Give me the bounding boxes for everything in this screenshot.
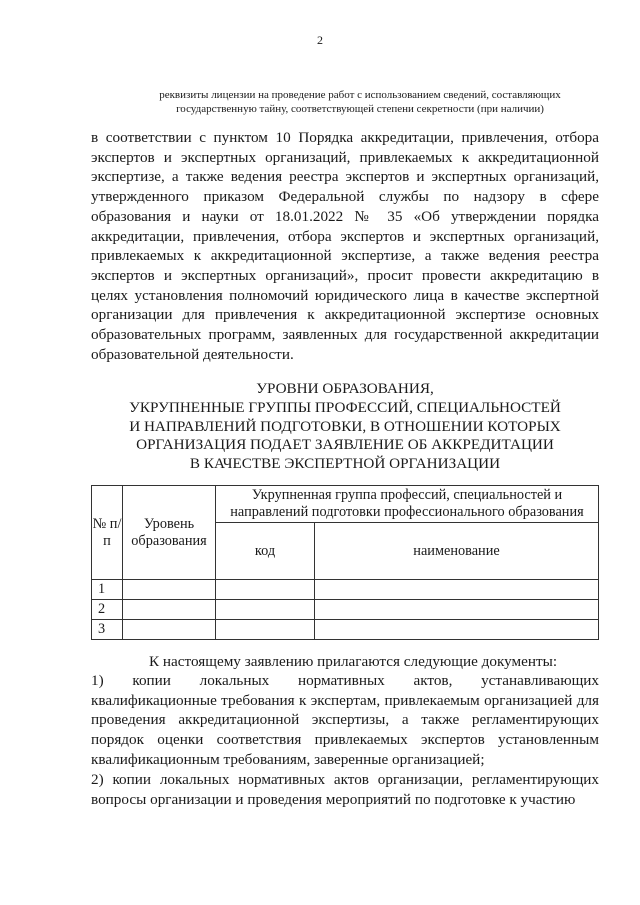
table-row bbox=[92, 580, 599, 600]
cell-name bbox=[315, 580, 599, 600]
intro-paragraph: в соответствии с пунктом 10 Порядка аккредитации, привлечения, отбора экспертов и экспертных организаций, привлекаемых к аккредитационной экспертизе, а также ведения реестра экспертов и экспертных организаций, утвержденного приказом Федеральной службы по надзору в сфере образования и науки от 18.01.2022 № 35 «Об утверждении порядка аккредитации, привлечения, отбора экспертов и экспертных организаций, привлекаемых к аккредитационной экспертизе, а также ведения реестра экспертов и экспертных организаций», просит провести аккредитацию в целях установления полномочий юридического лица в качестве экспертной организации для привлечения к аккредитационной экспертизе основных образовательных программ, заявленных для государственной аккредитации образовательной деятельности. bbox=[91, 129, 599, 363]
section-heading bbox=[91, 380, 599, 474]
cell-level bbox=[123, 580, 216, 600]
caption-line-2: государственную тайну, соответствующей степени секретности (при наличии) bbox=[176, 103, 544, 115]
cell-name bbox=[315, 600, 599, 620]
heading-line-4: ОРГАНИЗАЦИЯ ПОДАЕТ ЗАЯВЛЕНИЕ ОБ АККРЕДИТАЦИИ bbox=[136, 436, 554, 454]
cell-code bbox=[216, 580, 315, 600]
header-level: Уровень образования bbox=[123, 486, 216, 580]
heading-line-2: УКРУПНЕННЫЕ ГРУППЫ ПРОФЕССИЙ, СПЕЦИАЛЬНОСТЕЙ bbox=[129, 398, 561, 416]
cell-level bbox=[123, 620, 216, 640]
heading-line-1: УРОВНИ ОБРАЗОВАНИЯ, bbox=[256, 380, 434, 397]
education-levels-table bbox=[91, 485, 599, 640]
cell-level bbox=[123, 600, 216, 620]
license-caption bbox=[140, 88, 580, 116]
row-number: 2 bbox=[92, 600, 123, 620]
cell-name bbox=[315, 620, 599, 640]
document-item-1: 1) копии локальных нормативных актов, устанавливающих квалификационные требования к экспертам, привлекаемым организацией для проведения аккредитационной экспертизы, а также регламентирующих порядок оценки соответствия привлекаемых экспертов установленным квалификационным требованиям, заверенные организацией; bbox=[91, 672, 599, 768]
table-row bbox=[92, 600, 599, 620]
heading-line-5: В КАЧЕСТВЕ ЭКСПЕРТНОЙ ОРГАНИЗАЦИИ bbox=[189, 455, 501, 473]
cell-code bbox=[216, 600, 315, 620]
header-code: код bbox=[216, 523, 315, 580]
caption-line-1: реквизиты лицензии на проведение работ с использованием сведений, составляющих bbox=[159, 89, 561, 101]
header-name: наименование bbox=[315, 523, 599, 580]
page-number: 2 bbox=[317, 33, 323, 47]
table-row bbox=[92, 620, 599, 640]
document-item-2: 2) копии локальных нормативных актов организации, регламентирующих вопросы организации и проведения мероприятий по подготовке к участию bbox=[91, 771, 599, 808]
header-number: № п/п bbox=[92, 486, 123, 580]
documents-intro: К настоящему заявлению прилагаются следующие документы: bbox=[149, 653, 558, 670]
header-group: Укрупненная группа профессий, специальностей и направлений подготовки профессионального образования bbox=[216, 486, 599, 523]
row-number: 3 bbox=[92, 620, 123, 640]
heading-line-3: И НАПРАВЛЕНИЙ ПОДГОТОВКИ, В ОТНОШЕНИИ КОТОРЫХ bbox=[129, 417, 561, 435]
row-number: 1 bbox=[92, 580, 123, 600]
cell-code bbox=[216, 620, 315, 640]
